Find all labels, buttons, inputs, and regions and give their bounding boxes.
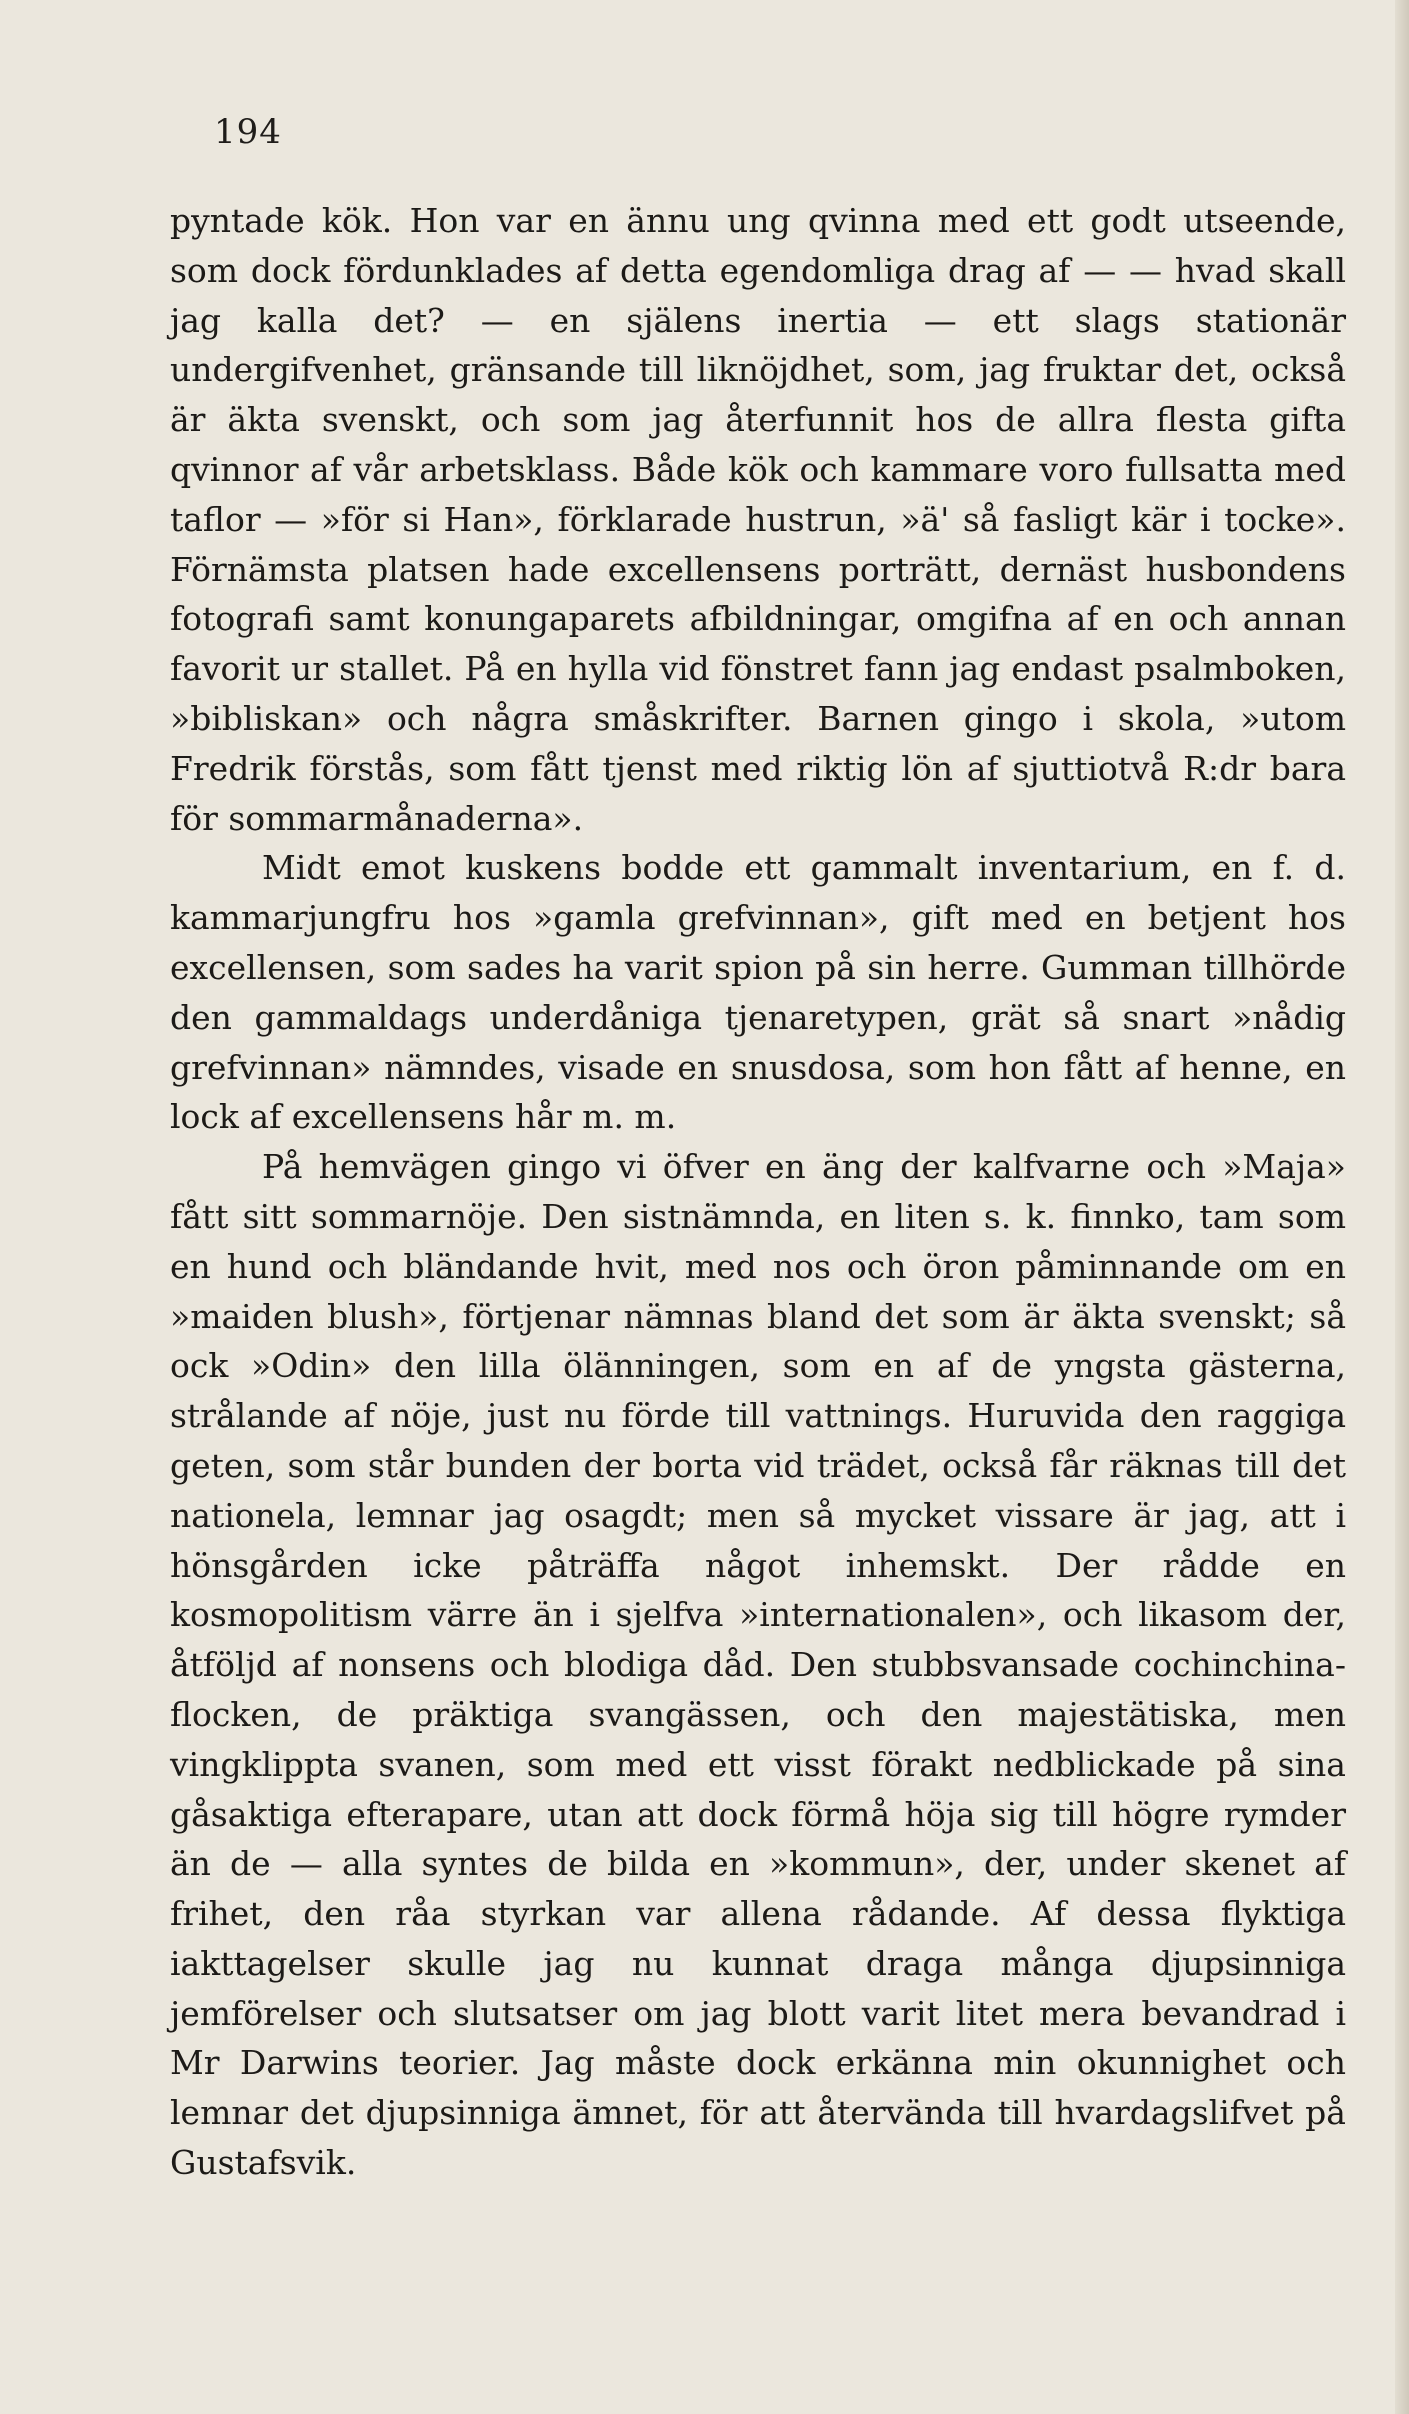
page-edge: [1395, 0, 1409, 2414]
page-number: 194: [214, 112, 282, 152]
body-text: [170, 196, 1346, 2188]
paragraph-3: På hemvägen gingo vi öfver en äng der kalfvarne och »Maja» fått sitt sommarnöje. Den sistnämnda, en liten s. k. finnko, tam som en hund och bländande hvit, med nos och öron påminnande om en »maiden blush», förtjenar nämnas bland det som är äkta svenskt; så ock »Odin» den lilla ölänningen, som en af de yngsta gästerna, strålande af nöje, just nu förde till vattnings. Huruvida den raggiga geten, som står bunden der borta vid trädet, också får räknas till det nationela, lemnar jag osagdt; men så mycket vissare är jag, att i hönsgården icke påträffa något inhemskt. Der rådde en kosmopolitism värre än i sjelfva »internationalen», och likasom der, åtföljd af nonsens och blodiga dåd. Den stubbsvansade cochinchina-flocken, de präktiga svangässen, och den majestätiska, men vingklippta svanen, som med ett visst förakt nedblickade på sina gåsaktiga efterapare, utan att dock förmå höja sig till högre rymder än de — alla syntes de bilda en »kommun», der, under skenet af frihet, den råa styrkan var allena rådande. Af dessa flyktiga iakttagelser skulle jag nu kunnat draga många djupsinniga jemförelser och slutsatser om jag blott varit litet mera bevandrad i Mr Darwins teorier. Jag måste dock erkänna min okunnighet och lemnar det djupsinniga ämnet, för att återvända till hvardagslifvet på Gustafsvik.: [170, 1147, 1346, 2183]
paragraph-2: Midt emot kuskens bodde ett gammalt inventarium, en f. d. kammarjungfru hos »gamla grefvinnan», gift med en betjent hos excellensen, som sades ha varit spion på sin herre. Gumman tillhörde den gammaldags underdåniga tjenaretypen, grät så snart »nådig grefvinnan» nämndes, visade en snusdosa, som hon fått af henne, en lock af excellensens hår m. m.: [170, 848, 1346, 1137]
paragraph-1: pyntade kök. Hon var en ännu ung qvinna med ett godt utseende, som dock fördunklades af detta egendomliga drag af — — hvad skall jag kalla det? — en själens inertia — ett slags stationär undergifvenhet, gränsande till liknöjdhet, som, jag fruktar det, också är äkta svenskt, och som jag återfunnit hos de allra flesta gifta qvinnor af vår arbetsklass. Både kök och kammare voro fullsatta med taflor — »för si Han», förklarade hustrun, »ä' så fasligt kär i tocke». Förnämsta platsen hade excellensens porträtt, dernäst husbondens fotografi samt konungaparets afbildningar, omgifna af en och annan favorit ur stallet. På en hylla vid fönstret fann jag endast psalmboken, »bibliskan» och några småskrifter. Barnen gingo i skola, »utom Fredrik förstås, som fått tjenst med riktig lön af sjuttiotvå R:dr bara för sommarmånaderna».: [170, 201, 1346, 838]
